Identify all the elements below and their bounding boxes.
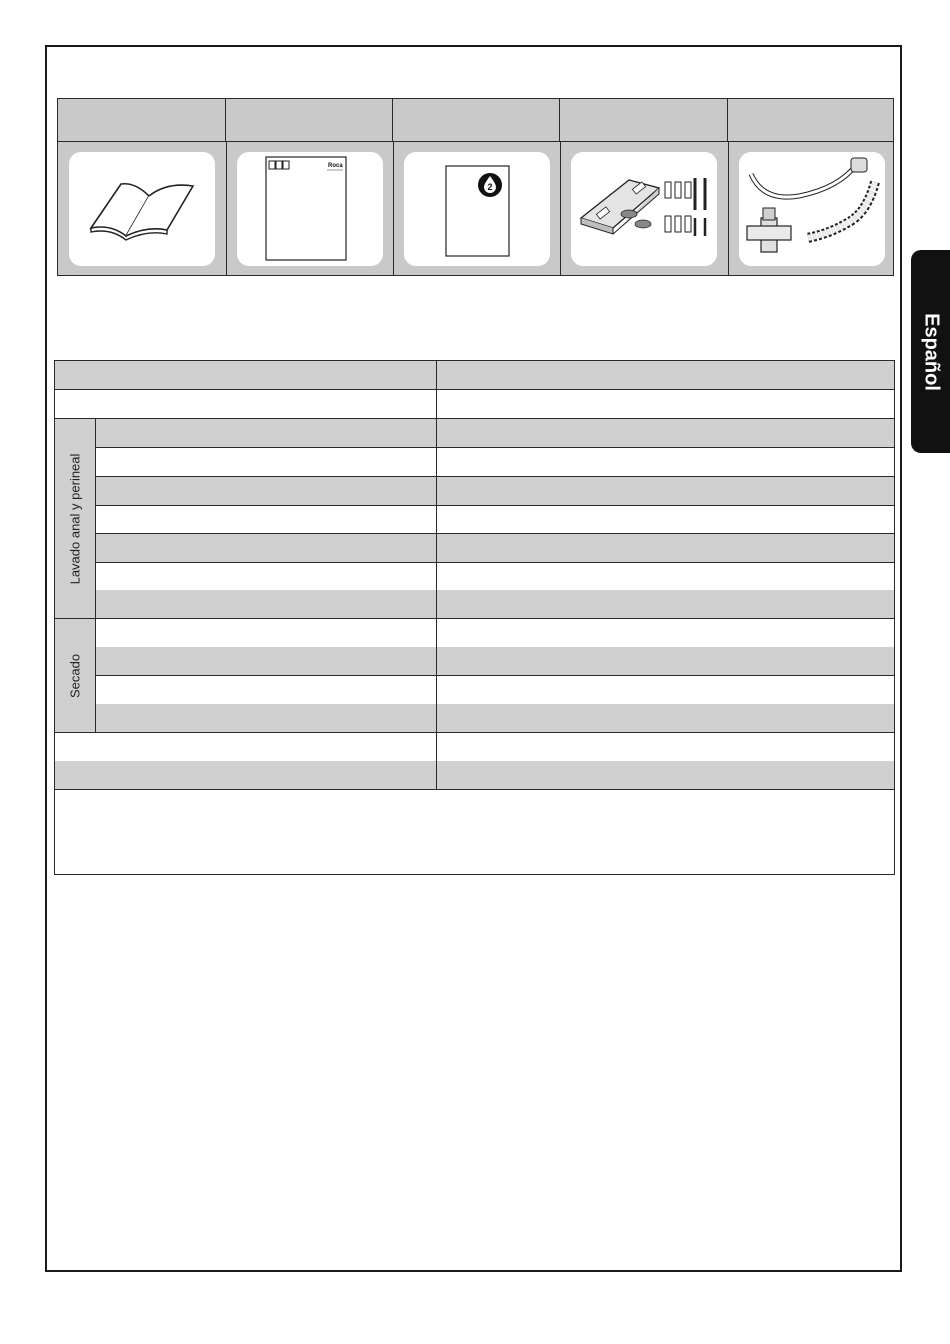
spec-cell <box>55 733 437 761</box>
accessory-divider <box>393 141 394 275</box>
spec-row <box>55 448 894 477</box>
spec-row <box>55 704 894 733</box>
language-tab[interactable] <box>911 250 950 453</box>
spec-cell <box>96 419 437 447</box>
spec-row <box>55 534 894 563</box>
spec-cell <box>96 448 437 476</box>
spec-row <box>55 390 894 419</box>
spec-row <box>55 619 894 648</box>
guarantee-leaflet-item <box>404 152 550 266</box>
water-hose-connector-icon <box>739 152 885 266</box>
mounting-kit-item <box>571 152 717 266</box>
warranty-document-icon <box>237 152 383 266</box>
spec-cell <box>96 647 437 675</box>
spec-cell <box>55 390 437 418</box>
accessory-header-cell <box>58 99 226 141</box>
group-label: Lavado anal y perineal <box>67 453 83 584</box>
water-hose-item <box>739 152 885 266</box>
spec-row <box>55 477 894 506</box>
spec-row <box>55 562 894 591</box>
spec-row <box>55 733 894 762</box>
accessory-header-cell <box>393 99 560 141</box>
mounting-kit-icon <box>571 152 717 266</box>
spec-cell <box>96 619 437 647</box>
group-label-cell <box>55 619 96 733</box>
accessories-table <box>57 98 894 276</box>
spec-row <box>55 361 894 390</box>
spec-cell <box>96 505 437 533</box>
manual-book-item <box>69 152 215 266</box>
accessory-header-cell <box>560 99 728 141</box>
spec-cell <box>96 477 437 505</box>
spec-cell <box>55 761 437 789</box>
warranty-brand: Roca <box>328 163 343 169</box>
spec-cell <box>96 534 437 562</box>
accessory-header-cell <box>728 99 893 141</box>
group-label-cell <box>55 419 96 619</box>
spec-row <box>55 419 894 448</box>
manual-book-icon <box>69 152 215 266</box>
spec-cell <box>96 590 437 618</box>
notes-cell <box>55 790 894 874</box>
spec-cell <box>55 361 437 389</box>
spec-row <box>55 676 894 705</box>
accessory-divider <box>58 141 893 142</box>
guarantee-badge: 2 <box>487 182 493 192</box>
spec-row <box>55 647 894 676</box>
spec-cell <box>96 676 437 704</box>
accessory-divider <box>226 141 227 275</box>
group-label: Secado <box>67 653 83 698</box>
language-tab-label: Español <box>920 312 942 391</box>
accessory-header-cell <box>226 99 393 141</box>
spec-cell <box>96 562 437 590</box>
spec-row <box>55 505 894 534</box>
specifications-table <box>54 360 895 875</box>
spec-row <box>55 761 894 790</box>
spec-row <box>55 590 894 619</box>
accessory-divider <box>728 141 729 275</box>
accessory-divider <box>560 141 561 275</box>
warranty-document-item <box>237 152 383 266</box>
guarantee-leaflet-icon <box>404 152 550 266</box>
spec-cell <box>96 704 437 732</box>
